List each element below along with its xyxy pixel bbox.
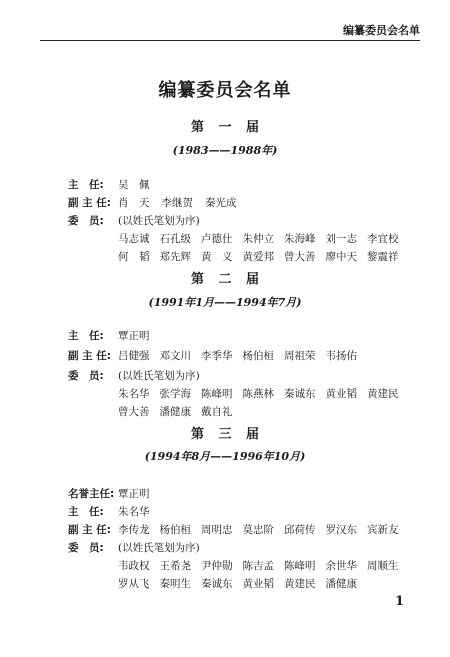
person-name: 黄建民 — [367, 387, 399, 400]
term-2-title: 第 二 届 — [190, 272, 260, 287]
person-name: 朱海峰 — [284, 232, 316, 245]
person-name: 杨伯桓 — [159, 523, 191, 536]
person-name: 覃正明 — [118, 329, 150, 342]
term-1-period: (1983——1988年) — [172, 144, 278, 157]
person-name: 吕健强 — [118, 349, 150, 362]
person-name: 张学海 — [159, 387, 191, 400]
running-header: 编纂委员会名单 — [343, 24, 420, 37]
role-label: 副 主 任: — [68, 196, 112, 209]
members-note: (以姓氏笔划为序) — [118, 369, 200, 382]
person-name: 黄业韬 — [325, 387, 357, 400]
role-label: 副 主 任: — [68, 349, 112, 362]
person-name: 吴 佩 — [118, 178, 150, 191]
person-name: 杨伯桓 — [242, 349, 274, 362]
person-name: 韦政权 — [118, 559, 150, 572]
term-1-title: 第 一 届 — [190, 120, 260, 135]
person-name: 郑先辉 — [159, 250, 191, 263]
role-label: 委 员: — [68, 214, 104, 227]
term-2-member-row-2 — [118, 402, 233, 420]
role-label: 主 任: — [68, 178, 104, 191]
term-3-member-row-1 — [118, 556, 399, 574]
person-name: 黄业韬 — [242, 577, 274, 590]
term-3-title: 第 三 届 — [190, 427, 260, 442]
role-label: 副 主 任: — [68, 523, 112, 536]
term-3-deputy-row — [68, 520, 399, 538]
term-1-members-row — [68, 211, 200, 229]
term-3-period: (1994年8月——1996年10月) — [144, 450, 306, 463]
person-name: 曾大善 — [118, 405, 150, 418]
person-name: 陈峰明 — [201, 387, 233, 400]
person-name: 廖中天 — [325, 250, 357, 263]
term-1-director-row — [68, 175, 150, 193]
term-3-director-row — [68, 502, 150, 520]
person-name: 王希尧 — [159, 559, 191, 572]
term-2-member-row-1 — [118, 384, 399, 402]
person-name: 李传龙 — [118, 523, 150, 536]
term-1-deputy-row — [68, 193, 237, 211]
person-name: 秦诚东 — [284, 387, 316, 400]
person-name: 邓文川 — [159, 349, 191, 362]
person-name: 卢德仕 — [201, 232, 233, 245]
person-name: 陈峰明 — [284, 559, 316, 572]
person-name: 黎震祥 — [367, 250, 399, 263]
person-name: 周祖荣 — [284, 349, 316, 362]
person-name: 李季华 — [201, 349, 233, 362]
person-name: 秦明生 — [159, 577, 191, 590]
role-label: 名誉主任: — [68, 487, 115, 500]
person-name: 何 韬 — [118, 250, 150, 263]
person-name: 肖 天 — [118, 196, 150, 209]
person-name: 刘一志 — [325, 232, 357, 245]
person-name: 潘健康 — [325, 577, 357, 590]
term-2-deputy-row — [68, 346, 357, 364]
person-name: 石孔级 — [159, 232, 191, 245]
person-name: 秦诚东 — [201, 577, 233, 590]
person-name: 韦扬佑 — [325, 349, 357, 362]
person-name: 黄建民 — [284, 577, 316, 590]
person-name: 罗从飞 — [118, 577, 150, 590]
person-name: 朱名华 — [118, 387, 150, 400]
term-1-member-row-1 — [118, 229, 399, 247]
person-name: 黄爱邦 — [242, 250, 274, 263]
person-name: 朱仲立 — [242, 232, 274, 245]
person-name: 马志诚 — [118, 232, 150, 245]
person-name: 陈燕林 — [242, 387, 274, 400]
term-3-member-row-2 — [118, 574, 357, 592]
term-3-members-row — [68, 538, 200, 556]
person-name: 戴自礼 — [201, 405, 233, 418]
person-name: 潘健康 — [159, 405, 191, 418]
person-name: 余世华 — [325, 559, 357, 572]
role-label: 委 员: — [68, 369, 104, 382]
members-note: (以姓氏笔划为序) — [118, 541, 200, 554]
term-2-period: (1991年1月——1994年7月) — [148, 296, 302, 309]
person-name: 宾新友 — [367, 523, 399, 536]
term-3-honorary-row — [68, 484, 150, 502]
person-name: 周顺生 — [367, 559, 399, 572]
term-2-members-row — [68, 366, 200, 384]
person-name: 李宜校 — [367, 232, 399, 245]
person-name: 朱名华 — [118, 505, 150, 518]
person-name: 覃正明 — [118, 487, 150, 500]
person-name: 罗汉东 — [325, 523, 357, 536]
role-label: 主 任: — [68, 505, 104, 518]
person-name: 陈吉孟 — [242, 559, 274, 572]
term-2-director-row — [68, 326, 150, 344]
person-name: 邱荷传 — [284, 523, 316, 536]
person-name: 莫忠阶 — [242, 523, 274, 536]
person-name: 秦光成 — [205, 196, 237, 209]
term-1-member-row-2 — [118, 247, 399, 265]
role-label: 主 任: — [68, 329, 104, 342]
person-name: 曾大善 — [284, 250, 316, 263]
person-name: 李继贺 — [161, 196, 193, 209]
person-name: 周明忠 — [201, 523, 233, 536]
page-number: 1 — [395, 594, 405, 609]
person-name: 黄 义 — [201, 250, 233, 263]
header-rule — [40, 40, 420, 41]
members-note: (以姓氏笔划为序) — [118, 214, 200, 227]
role-label: 委 员: — [68, 541, 104, 554]
person-name: 尹仲勋 — [201, 559, 233, 572]
page-title: 编纂委员会名单 — [158, 80, 292, 101]
